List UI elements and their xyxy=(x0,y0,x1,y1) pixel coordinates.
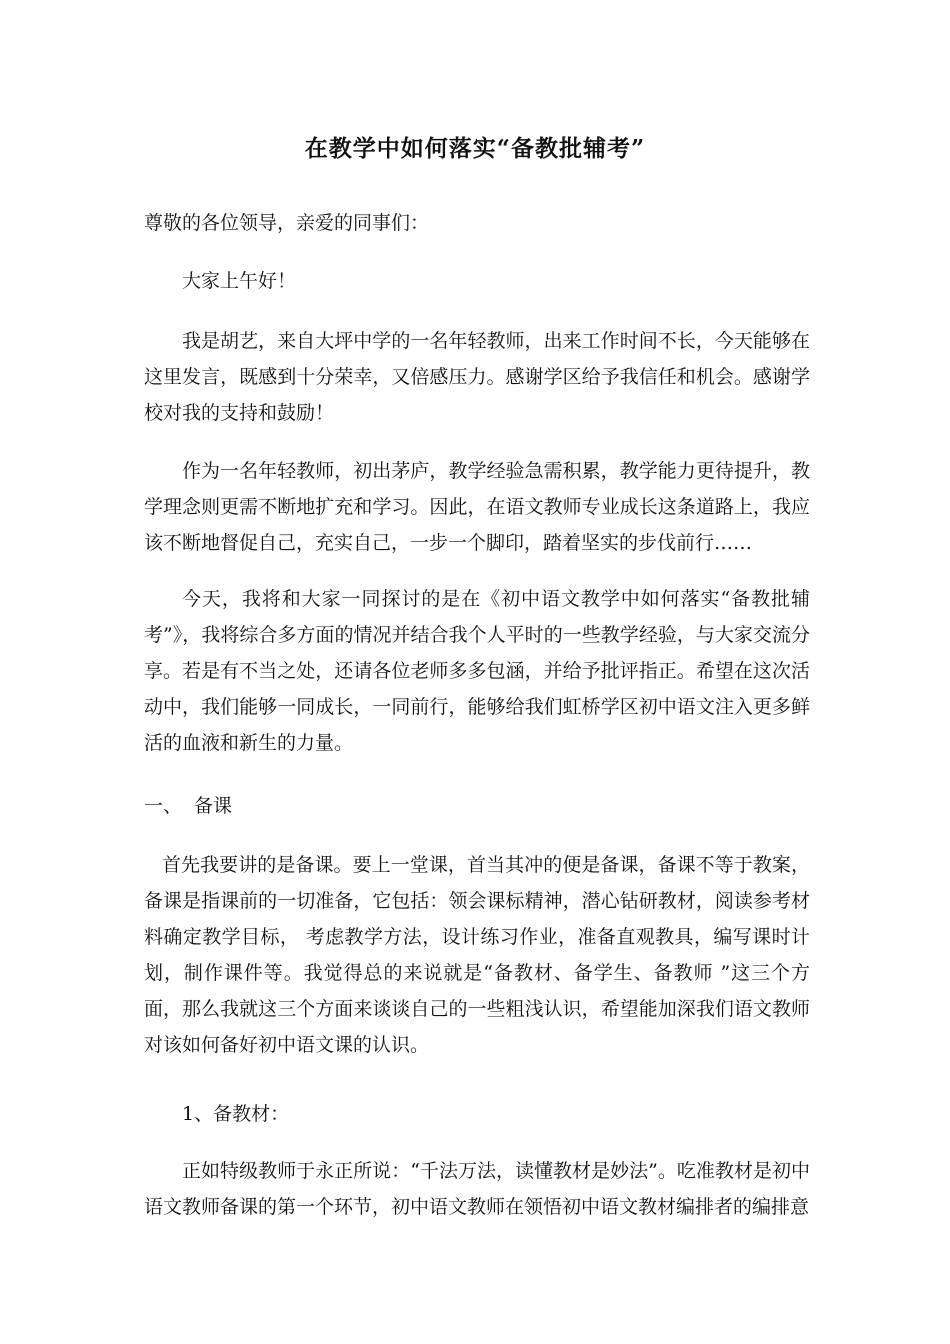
subsection-heading-textbook: 1、备教材： xyxy=(182,1103,290,1125)
paragraph-intro: 我是胡艺，来自大坪中学的一名年轻教师，出来工作时间不长，今天能够在这里发言，既感到十分荣幸，又倍感压力。感谢学区给予我信任和机会。感谢学校对我的支持和鼓励！ xyxy=(144,330,810,424)
paragraph-textbook: 正如特级教师于永正所说：“千法万法，读懂教材是妙法”。吃准教材是初中语文教师备课的第一个环节，初中语文教师在领悟初中语文教材编排者的编排意 xyxy=(144,1160,810,1218)
section-number: 一、 xyxy=(144,795,183,817)
paragraph-young-teacher: 作为一名年轻教师，初出茅庐，教学经验急需积累，教学能力更待提升，教学理念则更需不断地扩充和学习。因此，在语文教师专业成长这条道路上，我应该不断地督促自己，充实自己，一步一个脚印，踏着坚实的步伐前行…… xyxy=(144,460,810,554)
section-label: 备课 xyxy=(194,795,233,817)
paragraph-lesson-prep: 首先我要讲的是备课。要上一堂课，首当其冲的便是备课，备课不等于教案，备课是指课前的一切准备，它包括：领会课标精神，潜心钻研教材，阅读参考材料确定教学目标， 考虑教学方法，设计练习作业，准备直观教具，编写课时计划，制作课件等。我觉得总的来说就是“备教材、备学生、备教师 ”这三个方面，那么我就这三个方面来谈谈自己的一些粗浅认识，希望能加深我们语文教师对该如何备好初中语文课的认识。 xyxy=(144,854,810,1056)
paragraph-topic: 今天，我将和大家一同探讨的是在《初中语文教学中如何落实“备教批辅考”》，我将综合多方面的情况并结合我个人平时的一些教学经验，与大家交流分享。若是有不当之处，还请各位老师多多包涵，并给予批评指正。希望在这次活动中，我们能够一同成长，一同前行，能够给我们虹桥学区初中语文注入更多鲜活的血液和新生的力量。 xyxy=(144,588,810,754)
greeting: 大家上午好！ xyxy=(182,270,297,292)
section-heading-lesson-prep xyxy=(144,788,232,824)
document-title: 在教学中如何落实“备教批辅考” xyxy=(304,135,646,162)
salutation: 尊敬的各位领导，亲爱的同事们： xyxy=(144,212,430,234)
